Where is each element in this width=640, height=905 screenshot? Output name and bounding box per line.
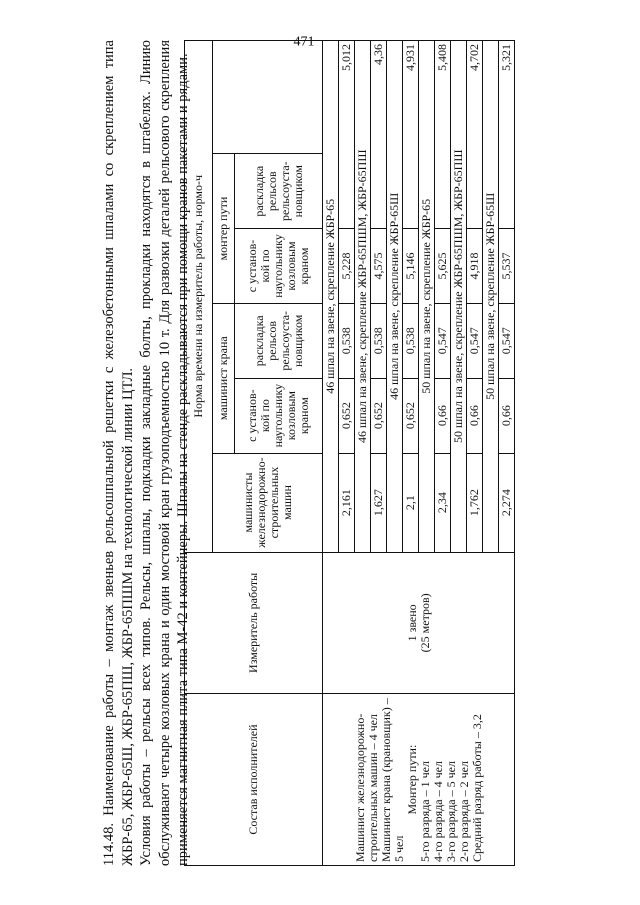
header-blank	[213, 41, 235, 154]
paragraph-title: 114.48. Наименование работы – монтаж звеньев рельсошпальной решетки с железобетонными шпалами со скреплением типа ЖБР-65, ЖБР-65Ш, ЖБР-65ПШ, ЖБР-65ПШМ на технологической линии ЦТЛ.	[101, 40, 136, 866]
unit-line: 1 звено	[404, 604, 419, 642]
composition-line: 4-го разряда – 4 чел	[430, 761, 445, 862]
header-track-fitter: монтер пути	[213, 154, 235, 304]
value-cell: 0,538	[403, 303, 419, 378]
composition-line: Машинист крана (крановщик) – 5 чел	[378, 698, 406, 862]
group-label: 46 шпал на звене, скрепление ЖБР-65Ш	[387, 41, 403, 553]
value-cell: 5,537	[499, 229, 515, 304]
value-cell: 0,652	[371, 378, 387, 453]
value-cell: 4,575	[371, 229, 387, 304]
group-label: 50 шпал на звене, скрепление ЖБР-65	[419, 41, 435, 553]
value-cell: 4,702	[467, 41, 483, 229]
header-fitter-gantry: с установ-кой по наугольнику козловым краном	[235, 229, 323, 304]
unit-line: (25 метров)	[417, 593, 432, 653]
composition-line: Машинист железнодорожно-строительных машин – 4 чел	[352, 713, 380, 862]
value-cell: 0,538	[371, 303, 387, 378]
value-cell: 5,012	[339, 41, 355, 229]
value-cell: 0,547	[467, 303, 483, 378]
value-cell: 4,36	[371, 41, 387, 229]
value-cell: 0,66	[467, 378, 483, 453]
value-cell: 5,408	[435, 41, 451, 229]
value-cell: 2,274	[499, 453, 515, 552]
header-fitter-rails: раскладка рельсов рельсоуста-новщиком	[235, 154, 323, 229]
unit-cell	[323, 552, 515, 694]
composition-cell	[323, 694, 515, 866]
header-machinists: машинисты железнодорожно-строительных машин	[213, 453, 323, 552]
group-label: 46 шпал на звене, скрепление ЖБР-65	[323, 41, 339, 553]
value-cell: 2,34	[435, 453, 451, 552]
value-cell: 0,66	[435, 378, 451, 453]
composition-line: 2-го разряда – 2 чел	[456, 761, 471, 862]
value-cell: 0,66	[499, 378, 515, 453]
header-composition: Состав исполнителей	[185, 694, 323, 866]
value-cell: 2,161	[339, 453, 355, 552]
header-crane-gantry: с установ-кой по наугольнику козловым краном	[235, 378, 323, 453]
header-unit: Измеритель работы	[185, 552, 323, 694]
value-cell: 1,762	[467, 453, 483, 552]
value-cell: 5,321	[499, 41, 515, 229]
rotated-page	[100, 32, 540, 872]
value-cell: 1,627	[371, 453, 387, 552]
page-number: 471	[293, 34, 315, 50]
group-label: 46 шпал на звене, скрепление ЖБР-65ПШМ, ЖБР-65ПШ	[355, 41, 371, 553]
header-norm: Норма времени на измеритель работы, нормо-ч	[185, 41, 213, 553]
paragraph-block	[100, 40, 193, 866]
value-cell: 0,652	[339, 378, 355, 453]
value-cell: 0,538	[339, 303, 355, 378]
composition-line: 3-го разряда – 5 чел	[443, 761, 458, 862]
paragraph-conditions: Условия работы – рельсы всех типов. Рельсы, шпалы, подкладки закладные болты, прокладки находятся в штабелях. Линию обслуживают четыре козловых крана и один мостовой кран грузоподъемностью 10 т. Для развозки деталей рельсового скрепления применяется магнитная плита типа М-42 и контейнеры. Шпалы на стенде раскладываются при помощи кранов пакетами и рядами.	[138, 40, 192, 866]
value-cell: 4,918	[467, 229, 483, 304]
value-cell: 5,625	[435, 229, 451, 304]
header-crane-rails: раскладка рельсов рельсоуста-новщиком	[235, 303, 323, 378]
composition-line: Монтер пути:	[404, 744, 419, 815]
composition-line: 5-го разряда – 1 чел	[417, 761, 432, 862]
group-label: 50 шпал на звене, скрепление ЖБР-65Ш	[483, 41, 499, 553]
value-cell: 5,228	[339, 229, 355, 304]
norms-table	[184, 40, 515, 866]
group-label: 50 шпал на звене, скрепление ЖБР-65ПШМ, ЖБР-65ПШ	[451, 41, 467, 553]
value-cell: 4,931	[403, 41, 419, 229]
header-crane-operator: машинист крана	[213, 303, 235, 453]
value-cell: 0,547	[435, 303, 451, 378]
value-cell: 0,652	[403, 378, 419, 453]
value-cell: 0,547	[499, 303, 515, 378]
value-cell: 5,146	[403, 229, 419, 304]
composition-line: Средний разряд работы – 3,2	[469, 714, 484, 862]
header-blank-bottom	[235, 41, 323, 154]
value-cell: 2,1	[403, 453, 419, 552]
